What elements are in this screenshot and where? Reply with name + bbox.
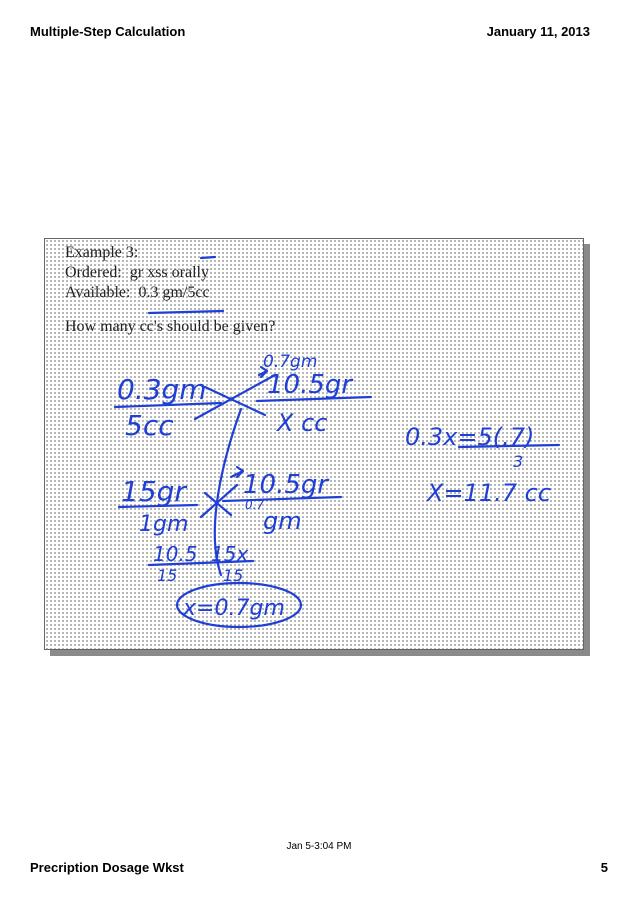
footer-title: Precription Dosage Wkst bbox=[30, 860, 184, 875]
ink-cross-1a bbox=[195, 375, 275, 419]
ink-arrow-2 bbox=[231, 467, 243, 477]
ink-target-den: X cc bbox=[277, 409, 328, 437]
ordered-line: Ordered: gr xss orally bbox=[65, 264, 209, 281]
question-line: How many cc's should be given? bbox=[65, 318, 276, 335]
ink-eq-left: 10.5 bbox=[153, 542, 198, 566]
timestamp: Jan 5-3:04 PM bbox=[286, 841, 352, 852]
ink-first-den: 5cc bbox=[125, 409, 174, 442]
ink-target-note: 0.7gm bbox=[263, 352, 318, 372]
handwritten-work bbox=[45, 239, 585, 651]
ink-conv-target-den: gm bbox=[263, 507, 302, 535]
ink-conv-target-num: 10.5gr bbox=[243, 470, 329, 500]
ink-conv-den: 1gm bbox=[139, 512, 189, 537]
ink-right-div: 3 bbox=[513, 452, 524, 471]
notebook-slide bbox=[44, 238, 584, 650]
ink-underline-top bbox=[201, 257, 215, 258]
ink-answer: X=11.7 cc bbox=[427, 479, 552, 507]
ink-conv-note: 0.7 bbox=[245, 498, 265, 512]
ink-first-num: 0.3gm bbox=[117, 373, 207, 406]
ink-right-eq: 0.3x=5(.7) bbox=[405, 423, 535, 451]
ink-div-left: 15 bbox=[157, 566, 178, 585]
page-number: 5 bbox=[600, 860, 608, 875]
available-line: Available: 0.3 gm/5cc bbox=[65, 284, 210, 301]
ink-target-num: 10.5gr bbox=[267, 370, 353, 400]
example-label: Example 3: bbox=[65, 244, 139, 261]
ink-conv-num: 15gr bbox=[121, 475, 186, 508]
page-header-date: January 11, 2013 bbox=[486, 24, 590, 39]
ink-result: x=0.7gm bbox=[183, 596, 285, 621]
ink-eq-right: 15x bbox=[211, 542, 249, 566]
ink-div-right: 15 bbox=[223, 566, 244, 585]
page-header-title: Multiple-Step Calculation bbox=[30, 24, 186, 39]
ink-underline-available bbox=[149, 311, 223, 313]
